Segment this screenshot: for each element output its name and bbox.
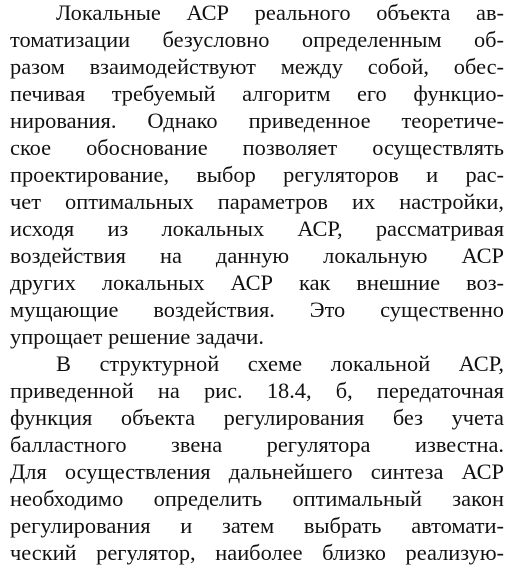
paragraph-1-line-7: проектирование, выбор регуляторов и рас-	[10, 162, 504, 187]
paragraph-2-line-4: балластного звена регулятора известна.	[10, 432, 504, 457]
paragraph-1-line-8: чет оптимальных параметров их настройки,	[10, 189, 504, 214]
paragraph-2-line-3: функция объекта регулирования без учета	[10, 405, 504, 430]
paragraph-2-line-8: ческий регулятор, наиболее близко реализую-	[10, 540, 504, 565]
paragraph-2-line-7: регулирования и затем выбрать автомати-	[10, 513, 504, 538]
paragraph-1-line-12: мущающие воздействия. Это существенно	[10, 297, 504, 322]
paragraph-1-line-5: нирования. Однако приведенное теоретиче-	[10, 108, 504, 133]
paragraph-2-line-6: необходимо определить оптимальный закон	[10, 486, 504, 511]
paragraph-1-line-4: печивая требуемый алгоритм его функцио-	[10, 81, 504, 106]
paragraph-1-line-3: разом взаимодействуют между собой, обес-	[10, 54, 504, 79]
paragraph-1-line-1: Локальные АСР реального объекта ав-	[56, 0, 504, 25]
paragraph-2-line-2: приведенной на рис. 18.4, б, передаточная	[10, 378, 504, 403]
paragraph-1-line-2: томатизации безусловно определенным об-	[10, 27, 504, 52]
paragraph-2-line-1: В структурной схеме локальной АСР,	[56, 351, 504, 376]
paragraph-1-line-11: других локальных АСР как внешние воз-	[10, 270, 504, 295]
paragraph-2-line-5: Для осуществления дальнейшего синтеза АСР	[10, 459, 504, 484]
paragraph-1-line-6: ское обоснование позволяет осуществлять	[10, 135, 504, 160]
paragraph-1-line-10: воздействия на данную локальную АСР	[10, 243, 504, 268]
paragraph-1-line-13: упрощает решение задачи.	[10, 324, 264, 349]
paragraph-1-line-9: исходя из локальных АСР, рассматривая	[10, 216, 504, 241]
